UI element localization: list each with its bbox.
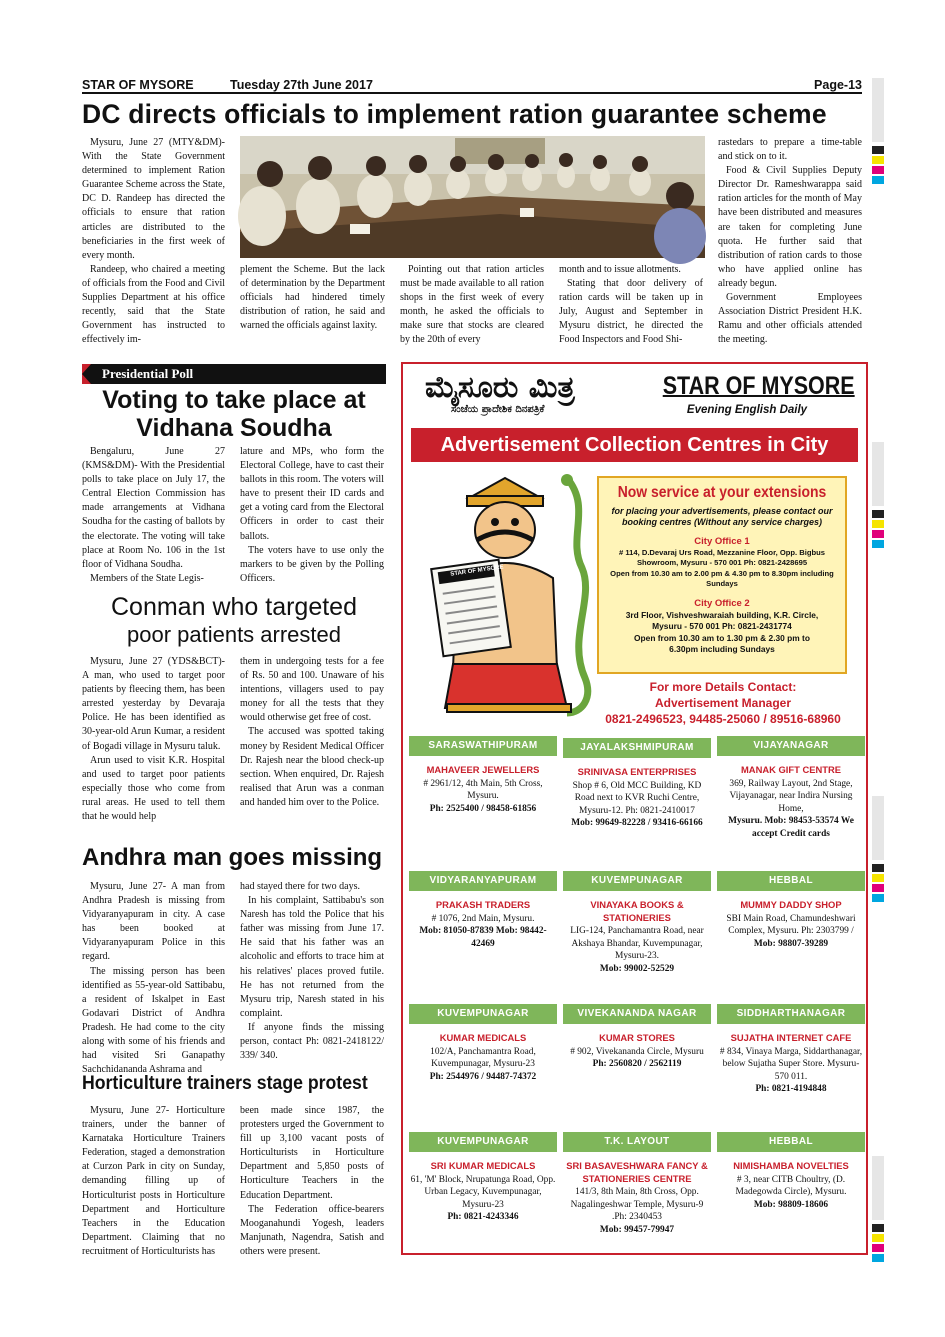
paragraph: Mysuru, June 27 (YDS&BCT)- A man, who used to target poor patients by fleecing them, has been arrested yesterday by Devaraja Police. He has been identified as 30-year-old Arun Kumar, a resident of Bogadi village in Mysuru taluk.: [82, 656, 225, 752]
centre-name: MANAK GIFT CENTRE: [741, 764, 841, 775]
paragraph: The accused was spotted taking money by Resident Medical Officer Dr. Rajesh near the blood check-up section. When enquired, Dr. Rajesh realised that Arun was a conman and handed him over to the Police.: [240, 726, 384, 808]
centre-name: NIMISHAMBA NOVELTIES: [733, 1160, 849, 1171]
color-mark-black: [872, 146, 884, 154]
paragraph: them in undergoing tests for a fee of Rs. 50 and 100. Unaware of his intentions, villagers used to pay money for all the tests that they would otherwise get free of cost.: [240, 656, 384, 724]
paragraph: lature and MPs, who form the Electoral College, have to cast their ballots in this room. The voters will have to present their ID cards and get a voting card from the Electoral Officers in order to cast their ballots.: [240, 446, 384, 542]
paper-name: STAR OF MYSORE: [82, 78, 194, 92]
paragraph: Arun used to visit K.R. Hospital and used to target poor patients especially those who come from rural areas. He used to tell them that he would help: [82, 754, 225, 823]
kannada-tagline: ಸಂಜೆಯ ಪ್ರಾದೇಶಿಕ ದಿನಪತ್ರಿಕೆ: [451, 404, 545, 415]
box-subtitle: for placing your advertisements, please contact our booking centres (Without any service charges): [611, 506, 833, 527]
paragraph: Members of the State Legis-: [90, 572, 204, 584]
centre-phone: Mob: 99002-52529: [599, 963, 675, 974]
centre-card: [563, 871, 711, 976]
centre-phone: Mob: 99457-79947: [599, 1224, 675, 1235]
centre-name: SRINIVASA ENTERPRISES: [577, 766, 697, 777]
centre-name: SUJATHA INTERNET CAFE: [730, 1032, 852, 1043]
page-header: [82, 77, 862, 94]
page-number: Page-13: [814, 78, 862, 92]
centre-name: VINAYAKA BOOKS & STATIONERIES: [590, 899, 684, 923]
mascot-drawing: [417, 468, 593, 718]
story5-column-2: [240, 1104, 384, 1260]
story4-column-2: [240, 880, 384, 1063]
booking-info-box: [597, 476, 847, 674]
centre-card: [717, 871, 865, 950]
centre-address: # 902, Vivekananda Circle, Mysuru: [570, 1046, 704, 1057]
color-mark-yellow: [872, 1234, 884, 1242]
office2-hours: Open from 10.30 am to 1.30 pm & 2.30 pm to 6.30pm including Sundays: [634, 633, 810, 654]
office2-address: 3rd Floor, Vishveshwaraiah building, K.R. Circle, Mysuru - 570 001 Ph: 0821-2431774: [625, 610, 819, 631]
color-mark-cyan: [872, 1254, 884, 1262]
paragraph: The voters have to use only the markers to be given by the Polling Officers.: [240, 544, 384, 584]
centre-card: [717, 1132, 865, 1211]
centre-address: # 3, near CITB Choultry, (D. Madegowda Circle), Mysuru.: [735, 1174, 847, 1198]
kannada-logo: ಮೈಸೂರು ಮಿತ್ರ: [425, 370, 575, 405]
paragraph: rastedars to prepare a time-table and stick on to it.: [718, 137, 862, 163]
centre-card: [563, 1132, 711, 1237]
centre-card: [717, 1004, 865, 1096]
centre-area: JAYALAKSHMIPURAM: [563, 738, 711, 758]
centre-area: HEBBAL: [717, 1132, 865, 1152]
centre-card: [563, 738, 711, 830]
paragraph: month and to issue allotments.: [559, 264, 681, 275]
story3-column-2: [240, 655, 384, 838]
story1-column-5: [718, 136, 862, 347]
headline-horticulture-protest: Horticulture trainers stage protest: [82, 1073, 368, 1094]
centre-area: HEBBAL: [717, 871, 865, 891]
star-of-mysore-tagline: Evening English Daily: [686, 404, 808, 416]
centre-area: VIVEKANANDA NAGAR: [563, 1004, 711, 1024]
story2-column-1: [82, 445, 225, 585]
centre-area: T.K. LAYOUT: [563, 1132, 711, 1152]
mascot-illustration: [417, 468, 593, 718]
centre-area: KUVEMPUNAGAR: [409, 1132, 557, 1152]
color-mark-black: [872, 510, 884, 518]
mascot-newspaper-title: STAR OF MYSORE: [450, 564, 504, 578]
centre-phone: Mob: 81050-87839 Mob: 98442-42469: [419, 926, 547, 949]
centre-name: KUMAR MEDICALS: [439, 1032, 527, 1043]
issue-date: Tuesday 27th June 2017: [230, 78, 373, 92]
centre-name: SRI KUMAR MEDICALS: [430, 1160, 536, 1171]
story1-column-2: [240, 263, 385, 347]
centre-address: # 1076, 2nd Main, Mysuru.: [431, 913, 535, 924]
color-mark-magenta: [872, 166, 884, 174]
centre-phone: Ph: 0821-4243346: [447, 1212, 519, 1223]
meeting-photo: [240, 136, 705, 258]
centre-address: # 2961/12, 4th Main, 5th Cross, Mysuru.: [423, 778, 543, 802]
color-mark-magenta: [872, 1244, 884, 1252]
centre-area: KUVEMPUNAGAR: [563, 871, 711, 891]
color-mark-black: [872, 864, 884, 872]
centre-address: LIG-124, Panchamantra Road, near Akshaya Bhandar, Kuvempunagar, Mysuru-23.: [570, 926, 704, 962]
registration-strip: [872, 78, 884, 142]
centre-name: MAHAVEER JEWELLERS: [426, 764, 540, 775]
centre-phone: Mob: 98807-39289: [753, 938, 829, 949]
centre-address: 141/3, 8th Main, 8th Cross, Opp. Nagalingeshwar Temple, Mysuru-9 .Ph: 2340453: [570, 1187, 704, 1223]
story4-column-1: [82, 880, 225, 1076]
collection-centres-banner: Advertisement Collection Centres in City: [411, 428, 858, 462]
story1-column-1: [82, 136, 225, 346]
centre-phone: Ph: 2560820 / 2562119: [592, 1059, 682, 1070]
meeting-photo-illustration: [240, 136, 705, 258]
centre-card: [409, 1004, 557, 1083]
centre-area: VIJAYANAGAR: [717, 736, 865, 756]
office1-hours: Open from 10.30 am to 2.00 pm & 4.30 pm to 8.30pm including Sundays: [610, 569, 834, 588]
centre-phone: Mob: 98809-18606: [753, 1199, 829, 1210]
color-mark-yellow: [872, 156, 884, 164]
paragraph: Bengaluru, June 27 (KMS&DM)- With the Presidential polls to take place on July 17, the Central Election Commission has made arrangements at Vidhana Soudha for the casting of ballots by the electorate. The voting will take place at Room No. 106 in the 1st floor of Vidhana Soudha.: [82, 446, 225, 570]
centre-phone: Mysuru. Mob: 98453-53574 We accept Credit cards: [728, 816, 854, 839]
centre-area: VIDYARANYAPURAM: [409, 871, 557, 891]
centre-address: SBI Main Road, Chamundeshwari Complex, Mysuru. Ph: 2303799 /: [726, 913, 856, 937]
story2-column-2: [240, 445, 384, 585]
centre-card: [409, 1132, 557, 1224]
centre-name: KUMAR STORES: [599, 1032, 675, 1043]
story1-column-4: [559, 263, 703, 347]
centre-address: 61, 'M' Block, Nrupatunga Road, Opp. Urban Legacy, Kuvempunagar, Mysuru-23: [410, 1174, 556, 1210]
centre-phone: Mob: 99649-82228 / 93416-66166: [571, 818, 703, 829]
contact-role: Advertisement Manager: [654, 696, 792, 710]
color-mark-magenta: [872, 530, 884, 538]
centre-phone: Ph: 0821-4194848: [755, 1084, 827, 1095]
registration-strip: [872, 442, 884, 506]
story1-column-3: [400, 263, 544, 347]
section-tag: Presidential Poll: [82, 364, 386, 384]
paragraph: Food & Civil Supplies Deputy Director Dr. Rameshwarappa said ration articles for the month of May have been distributed and measures are taken for completing June quota. He further said that distribution of ration cards to those who have applied online has already begun.: [718, 165, 862, 289]
paragraph: Randeep, who chaired a meeting of officials from the Food and Civil Supplies Department at his office recently, said that the State Government has instructed to effectively im-: [82, 263, 225, 346]
office2-title: City Office 2: [694, 598, 750, 609]
paragraph: Stating that door delivery of ration cards will be taken up in July, August and September in Mysuru district, he directed the Food Inspectors and Food Shi-: [559, 278, 703, 346]
paragraph: Mysuru, June 27- A man from Andhra Pradesh is missing from Vidyaranyapuram in city. A case has been booked at Vidyaranyapuram Police in this regard.: [82, 881, 225, 963]
paragraph: Mysuru, June 27 (MTY&DM)- With the State Government determined to implement Ration Guarantee Scheme across the State, DC D. Randeep has directed the officials to ensure that ration articles are distributed to the beneficiaries in the first week of every month.: [82, 137, 225, 261]
office1-title: City Office 1: [694, 536, 750, 547]
headline-andhra-missing: Andhra man goes missing: [82, 844, 383, 871]
headline-voting-line1: Voting to take place at: [102, 386, 366, 414]
centre-address: Shop # 6, Old MCC Building, KD Road next to KVR Ruchi Centre, Mysuru-12. Ph: 0821-2410017: [572, 780, 702, 816]
color-mark-cyan: [872, 894, 884, 902]
color-mark-black: [872, 1224, 884, 1232]
centre-address: 369, Railway Layout, 2nd Stage, Vijayanagar, near Indira Nursing Home,: [729, 778, 853, 814]
headline-ration-scheme: DC directs officials to implement ration guarantee scheme: [82, 99, 827, 129]
headline-conman-line1: Conman who targeted: [111, 593, 357, 621]
headline-voting-line2: Vidhana Soudha: [136, 414, 332, 442]
story5-column-1: [82, 1104, 225, 1260]
contact-phones: 0821-2496523, 94485-25060 / 89516-68960: [605, 712, 841, 726]
paragraph: The missing person has been identified as 55-year-old Sattibabu, a resident of Iskalpet in East Godavari District of Andhra Pradesh. He had come to the city along with some of his friends and had visited Sri Ganapathy Sachchidananda Ashrama and: [82, 965, 225, 1076]
box-title: Now service at your extensions: [617, 484, 827, 501]
centre-address: 102/A, Panchamantra Road, Kuvempunagar, Mysuru-23: [430, 1046, 536, 1070]
paragraph: Mysuru, June 27- Horticulture trainers, under the banner of Karnataka Horticulture Trainers Federation, staged a demonstration at Curzon Park in city on Sunday, demanding filling up of Horticulturist posts in Horticulture Department and Horticulture Teachers in the Education Department. Claiming that no recruitment of Horticulturists has: [82, 1105, 225, 1257]
centre-card: [409, 736, 557, 815]
centre-phone: Ph: 2525400 / 98458-61856: [429, 803, 537, 814]
office1-address: # 114, D.Devaraj Urs Road, Mezzanine Floor, Opp. Bigbus Showroom, Mysuru - 570 001 Ph: 0821-2428695: [619, 548, 825, 567]
centre-address: # 834, Vinaya Marga, Siddarthanagar, below Sujatha Super Store. Mysuru-570 011.: [719, 1046, 863, 1082]
centre-area: KUVEMPUNAGAR: [409, 1004, 557, 1024]
color-mark-magenta: [872, 884, 884, 892]
star-of-mysore-logo: STAR OF MYSORE: [662, 372, 855, 400]
centre-card: [563, 1004, 711, 1071]
centre-area: SIDDHARTHANAGAR: [717, 1004, 865, 1024]
contact-title: For more Details Contact:: [649, 680, 797, 694]
centre-card: [409, 871, 557, 950]
centre-name: SRI BASAVESHWARA FANCY & STATIONERIES CENTRE: [566, 1160, 708, 1184]
centre-name: PRAKASH TRADERS: [435, 899, 531, 910]
color-mark-yellow: [872, 520, 884, 528]
color-mark-cyan: [872, 176, 884, 184]
centre-card: [717, 736, 865, 841]
paragraph: been made since 1987, the protesters urged the Government to fill up 3,100 vacant posts of Horticulturists in Horticulture Department and 5,850 posts of Horticulture Teachers in the Education Department.: [240, 1105, 384, 1201]
paragraph: had stayed there for two days.: [240, 881, 360, 892]
paragraph: In his complaint, Sattibabu's son Naresh has told the Police that his father was missing from June 17. He said that his father was an alcoholic and efforts to trace him at his relatives' places proved futile. He has not returned from the Mysuru trip, Naresh stated in his complaint.: [240, 895, 384, 1019]
paragraph: If anyone finds the missing person, contact Ph: 0821-2418122/ 339/ 340.: [240, 1021, 384, 1062]
paragraph: Government Employees Association District President H.K. Ramu and other officials attended the meeting.: [718, 292, 862, 346]
advertisement-panel: [401, 362, 868, 1255]
color-mark-cyan: [872, 540, 884, 548]
story3-column-1: [82, 655, 225, 838]
paragraph: plement the Scheme. But the lack of determination by the Department officials had hindered timely distribution of ration, he said and warned the officials against laxity.: [240, 264, 385, 332]
registration-strip: [872, 1156, 884, 1220]
centre-area: SARASWATHIPURAM: [409, 736, 557, 756]
registration-strip: [872, 796, 884, 860]
color-mark-yellow: [872, 874, 884, 882]
paragraph: Pointing out that ration articles must be made available to all ration shops in the first week of every month, he asked the officials to make sure that stocks are cleared by the 20th of every: [400, 264, 544, 346]
centre-phone: Ph: 2544976 / 94487-74372: [429, 1071, 537, 1082]
paragraph: The Federation office-bearers Mooganahundi Yogesh, leaders Manjunath, Nagendra, Satish and others were present.: [240, 1203, 384, 1257]
headline-conman-line2: poor patients arrested: [126, 622, 342, 647]
centre-name: MUMMY DADDY SHOP: [740, 899, 842, 910]
